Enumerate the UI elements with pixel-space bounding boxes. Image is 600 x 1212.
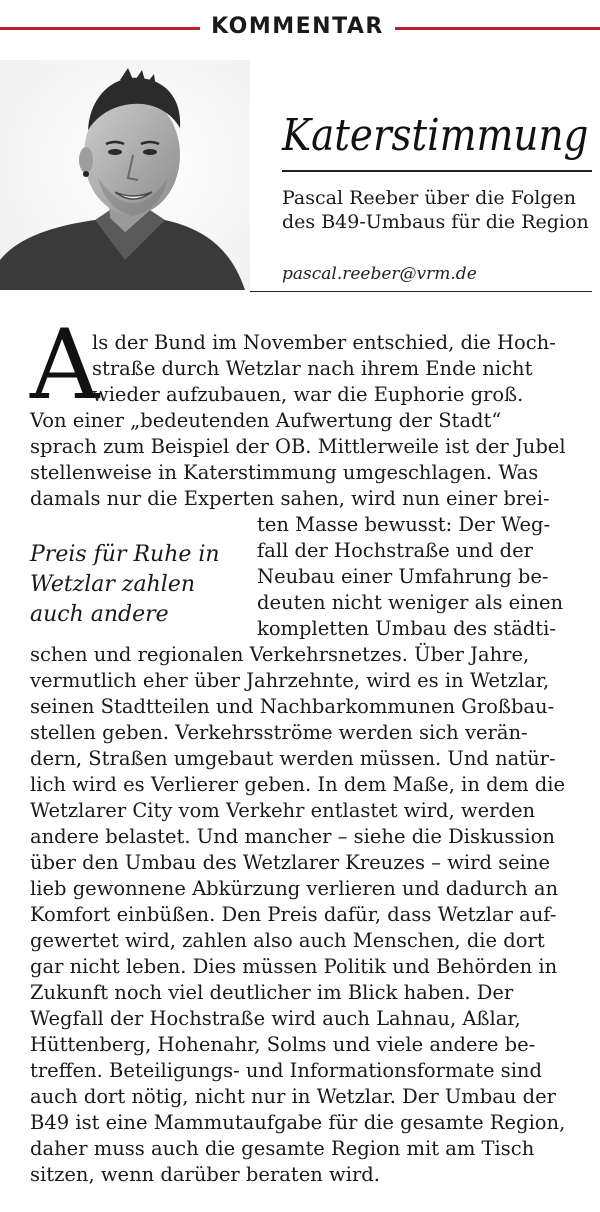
body-line: fall der Hochstraße und der	[257, 539, 533, 562]
body-line: Von einer „bedeutenden Aufwertung der Stadt“	[30, 409, 502, 432]
headline: Katerstimmung	[282, 110, 589, 161]
body-line: straße durch Wetzlar nach ihrem Ende nicht	[92, 357, 533, 380]
section-kicker: KOMMENTAR	[211, 14, 384, 39]
body-line: Wetzlarer City vom Verkehr entlastet wird, werden	[30, 799, 536, 822]
pull-quote-line: Preis für Ruhe in	[30, 542, 220, 567]
body-line: wieder aufzubauen, war die Euphorie groß.	[92, 383, 524, 406]
body-line: kompletten Umbau des städti-	[257, 617, 556, 640]
body-line: auch dort nötig, nicht nur in Wetzlar. Der Umbau der	[30, 1085, 557, 1108]
body-line: schen und regionalen Verkehrsnetzes. Über Jahre,	[30, 643, 530, 666]
body-line: stellen geben. Verkehrsströme werden sich verän-	[30, 721, 528, 744]
body-line: dern, Straßen umgebaut werden müssen. Und natür-	[30, 747, 556, 770]
body-line: damals nur die Experten sahen, wird nun einer brei-	[30, 487, 550, 510]
drop-cap: A	[30, 309, 100, 421]
deck-line: Pascal Reeber über die Folgen	[282, 187, 577, 209]
pull-quote-line: auch andere	[30, 602, 169, 627]
body-line: sitzen, wenn darüber beraten wird.	[30, 1163, 380, 1186]
body-line: Wegfall der Hochstraße wird auch Lahnau, Aßlar,	[30, 1007, 521, 1030]
pull-quote-line: Wetzlar zahlen	[30, 572, 196, 597]
body-line: Zukunft noch viel deutlicher im Blick haben. Der	[30, 981, 514, 1004]
body-line: B49 ist eine Mammutaufgabe für die gesamte Region,	[30, 1111, 566, 1134]
body-line: gewertet wird, zahlen also auch Menschen, die dort	[30, 929, 545, 952]
body-line: ten Masse bewusst: Der Weg-	[257, 513, 551, 536]
author-email: pascal.reeber@vrm.de	[282, 264, 477, 284]
body-line: lich wird es Verlierer geben. In dem Maße, in dem die	[30, 773, 566, 796]
deck-line: des B49-Umbaus für die Region	[282, 211, 589, 233]
body-line: ls der Bund im November entschied, die Hoch-	[92, 331, 556, 354]
body-line: lieb gewonnene Abkürzung verlieren und dadurch an	[30, 877, 559, 900]
body-line: stellenweise in Katerstimmung umgeschlagen. Was	[30, 461, 539, 484]
body-line: Hüttenberg, Hohenahr, Solms und viele andere be-	[30, 1033, 536, 1056]
body-line: vermutlich eher über Jahrzehnte, wird es in Wetzlar,	[30, 669, 550, 692]
body-line: gar nicht leben. Dies müssen Politik und Behörden in	[30, 955, 558, 978]
body-line: seinen Stadtteilen und Nachbarkommunen Großbau-	[30, 695, 555, 718]
body-line: Neubau einer Umfahrung be-	[257, 565, 549, 588]
body-line: daher muss auch die gesamte Region mit am Tisch	[30, 1137, 535, 1160]
body-line: andere belastet. Und mancher – siehe die Diskussion	[30, 825, 555, 848]
body-line: deuten nicht weniger als einen	[257, 591, 564, 614]
body-line: sprach zum Beispiel der OB. Mittlerweile ist der Jubel	[30, 435, 566, 458]
body-line: treffen. Beteiligungs- und Informationsformate sind	[30, 1059, 542, 1082]
body-line: Komfort einbüßen. Den Preis dafür, dass Wetzlar auf-	[30, 903, 557, 926]
body-line: über den Umbau des Wetzlarer Kreuzes – wird seine	[30, 851, 551, 874]
